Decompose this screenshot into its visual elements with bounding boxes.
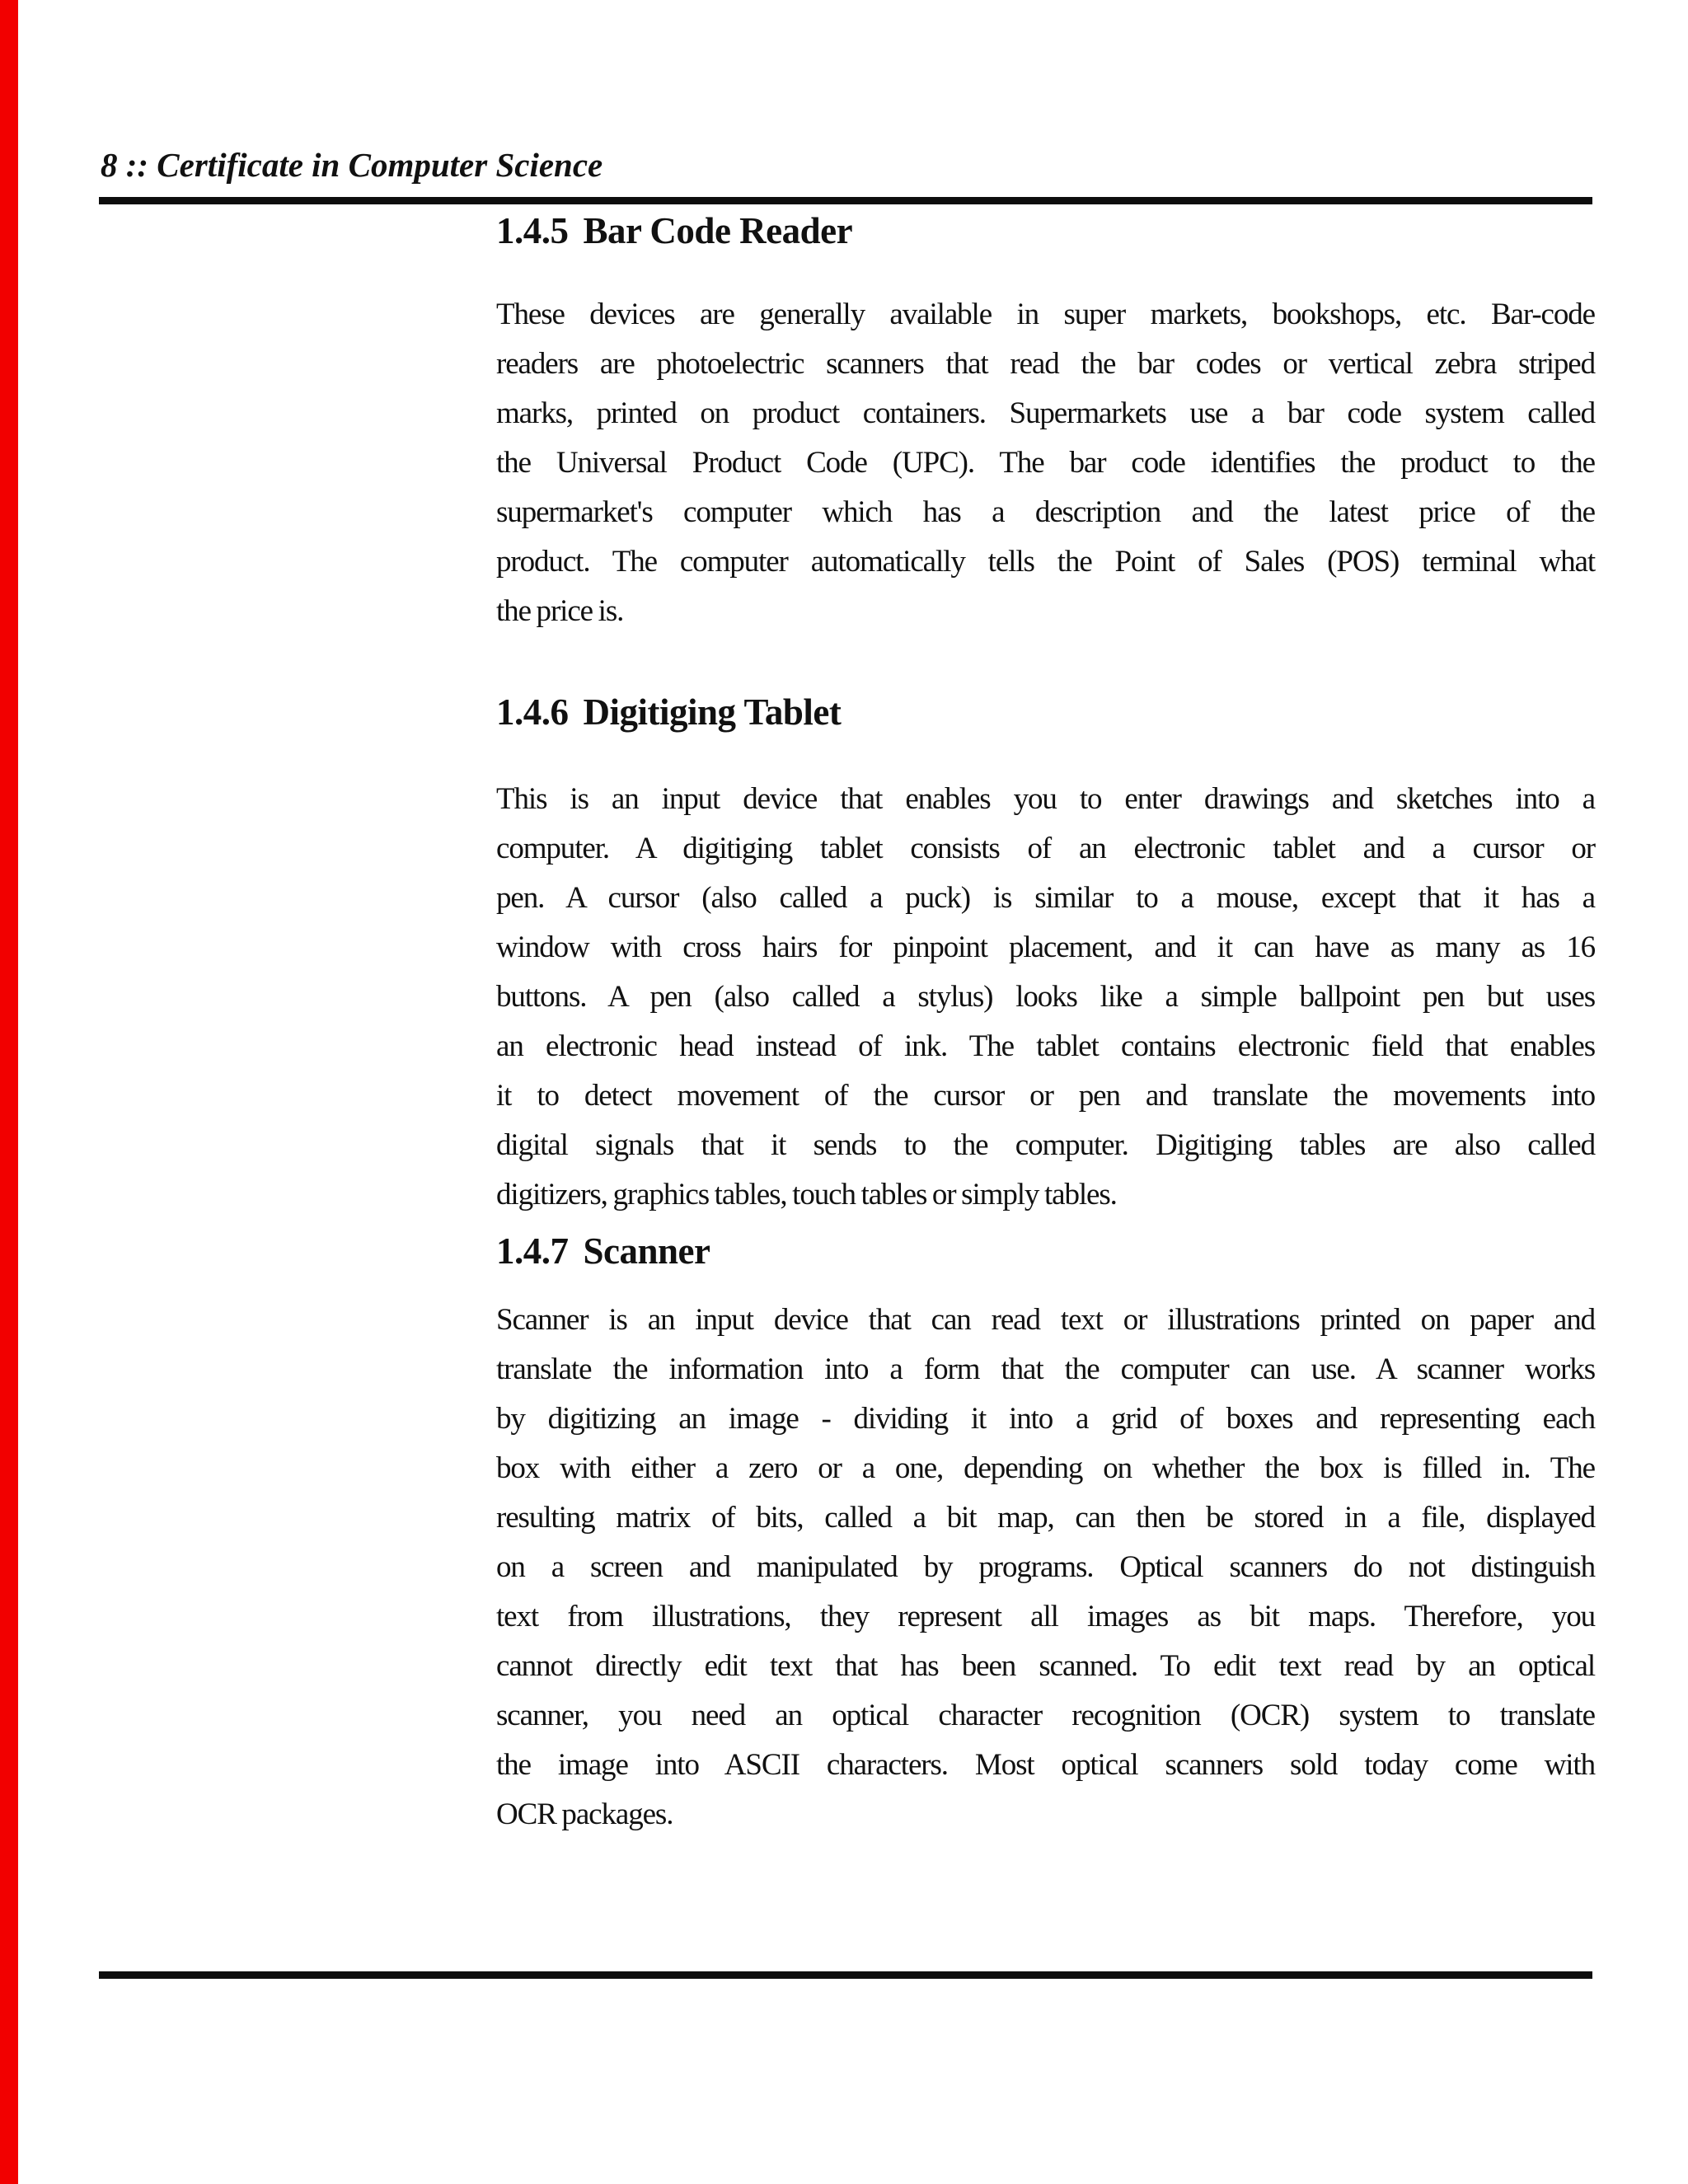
paragraph-line: the image into ASCII characters. Most optical scanners sold today come with bbox=[496, 1748, 1595, 1782]
paragraph-scanner bbox=[496, 1296, 1595, 1840]
section-number: 1.4.7 bbox=[496, 1230, 569, 1272]
paragraph-line: translate the information into a form that the computer can use. A scanner works bbox=[496, 1352, 1595, 1386]
paragraph-line: pen. A cursor (also called a puck) is similar to a mouse, except that it has a bbox=[496, 881, 1595, 915]
paragraph-line: the price is. bbox=[496, 594, 624, 628]
paragraph-line: marks, printed on product containers. Supermarkets use a bar code system called bbox=[496, 396, 1595, 430]
section-heading-145 bbox=[496, 209, 852, 252]
footer-rule bbox=[99, 1971, 1592, 1979]
paragraph-line: on a screen and manipulated by programs. Optical scanners do not distinguish bbox=[496, 1550, 1595, 1584]
section-number: 1.4.5 bbox=[496, 210, 569, 251]
section-heading-146 bbox=[496, 691, 841, 733]
paragraph-barcode-reader bbox=[496, 290, 1595, 636]
paragraph-line: cannot directly edit text that has been scanned. To edit text read by an optical bbox=[496, 1649, 1595, 1683]
paragraph-line: computer. A digitiging tablet consists of an electronic tablet and a cursor or bbox=[496, 832, 1595, 865]
paragraph-line: by digitizing an image - dividing it into a grid of boxes and representing each bbox=[496, 1402, 1595, 1436]
paragraph-line: window with cross hairs for pinpoint placement, and it can have as many as 16 bbox=[496, 930, 1595, 964]
paragraph-line: This is an input device that enables you to enter drawings and sketches into a bbox=[496, 782, 1595, 816]
page-edge-stripe bbox=[0, 0, 18, 2184]
paragraph-line: Scanner is an input device that can read text or illustrations printed on paper and bbox=[496, 1303, 1595, 1337]
paragraph-line: supermarket's computer which has a description and the latest price of the bbox=[496, 495, 1595, 529]
section-number: 1.4.6 bbox=[496, 691, 569, 733]
paragraph-line: scanner, you need an optical character recognition (OCR) system to translate bbox=[496, 1699, 1595, 1732]
paragraph-line: OCR packages. bbox=[496, 1797, 673, 1831]
section-title: Bar Code Reader bbox=[583, 210, 853, 251]
section-title: Digitiging Tablet bbox=[583, 691, 842, 733]
paragraph-line: an electronic head instead of ink. The tablet contains electronic field that enables bbox=[496, 1029, 1595, 1063]
paragraph-line: buttons. A pen (also called a stylus) looks like a simple ballpoint pen but uses bbox=[496, 980, 1595, 1014]
paragraph-line: readers are photoelectric scanners that read the bar codes or vertical zebra striped bbox=[496, 347, 1595, 381]
running-header: 8 :: Certificate in Computer Science bbox=[101, 146, 603, 184]
paragraph-line: product. The computer automatically tells the Point of Sales (POS) terminal what bbox=[496, 545, 1595, 579]
paragraph-line: These devices are generally available in super markets, bookshops, etc. Bar-code bbox=[496, 298, 1595, 331]
paragraph-digitiging-tablet bbox=[496, 775, 1595, 1220]
paragraph-line: it to detect movement of the cursor or pen and translate the movements into bbox=[496, 1079, 1595, 1113]
paragraph-line: the Universal Product Code (UPC). The bar code identifies the product to the bbox=[496, 446, 1595, 480]
paragraph-line: box with either a zero or a one, depending on whether the box is filled in. The bbox=[496, 1451, 1595, 1485]
section-title: Scanner bbox=[583, 1230, 710, 1272]
paragraph-line: resulting matrix of bits, called a bit map, can then be stored in a file, displayed bbox=[496, 1501, 1595, 1535]
header-rule bbox=[99, 197, 1592, 204]
paragraph-line: digitizers, graphics tables, touch tables or simply tables. bbox=[496, 1178, 1117, 1212]
paragraph-line: text from illustrations, they represent all images as bit maps. Therefore, you bbox=[496, 1600, 1595, 1633]
paragraph-line: digital signals that it sends to the computer. Digitiging tables are also called bbox=[496, 1128, 1595, 1162]
section-heading-147 bbox=[496, 1230, 710, 1272]
